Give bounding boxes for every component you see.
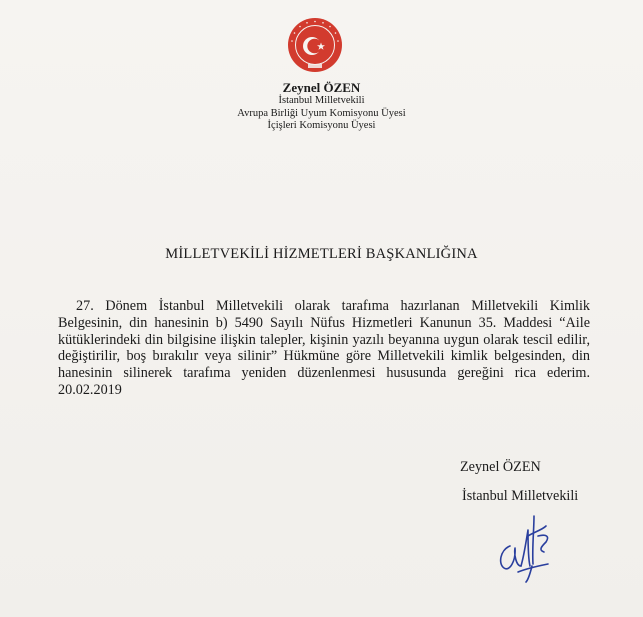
- letterhead-name: Zeynel ÖZEN: [282, 80, 361, 95]
- signature-name: Zeynel ÖZEN: [460, 459, 541, 475]
- letterhead-line: İçişleri Komisyonu Üyesi: [267, 120, 376, 131]
- letter-body-text: 27. Dönem İstanbul Milletvekili olarak tarafıma hazırlanan Milletvekili Kimlik Belgesinin, din hanesinin b) 5490 Sayılı Nüfus Hizmetleri Kanunun 35. Maddesi “Aile kütüklerindeki din bilgisine ilişkin talepler, kişinin yazılı beyanına uygun olarak tescil edilir, değiştirilir, boş bırakılır veya silinir” Hükmüne göre Milletvekili kimlik belgesinden, din hanesinin silinerek tarafıma yeniden düzenlenmesi hususunda gereğini rica ederim. 20.02.2019: [58, 298, 590, 398]
- handwritten-signature: [488, 506, 558, 584]
- signature-title: İstanbul Milletvekili: [462, 488, 579, 504]
- letterhead-line: İstanbul Milletvekili: [278, 95, 365, 106]
- addressee-heading: MİLLETVEKİLİ HİZMETLERİ BAŞKANLIĞINA: [165, 246, 478, 262]
- letterhead: [0, 80, 643, 133]
- letter-body: [58, 298, 590, 399]
- letterhead-line: Avrupa Birliği Uyum Komisyonu Üyesi: [237, 107, 406, 119]
- tbmm-seal-logo: [287, 17, 343, 73]
